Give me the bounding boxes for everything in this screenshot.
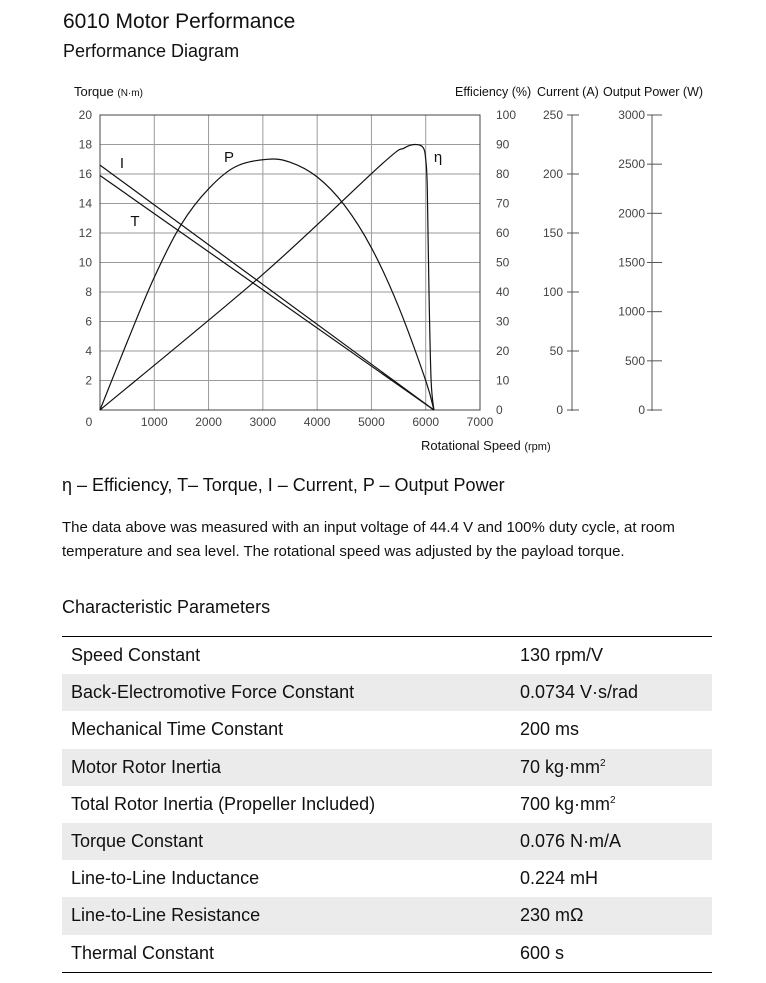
params-title: Characteristic Parameters bbox=[62, 597, 271, 617]
series-label-η: η bbox=[433, 149, 443, 166]
param-name: Mechanical Time Constant bbox=[71, 719, 284, 740]
y-tick-label-power: 1000 bbox=[618, 304, 645, 319]
y-tick-label-power: 500 bbox=[624, 353, 645, 368]
y-tick-label-efficiency: 80 bbox=[496, 167, 510, 181]
y-tick-label-power: 3000 bbox=[618, 108, 645, 122]
y-tick-label-torque: 4 bbox=[85, 344, 92, 358]
x-tick-label: 5000 bbox=[358, 415, 385, 429]
table-row bbox=[62, 860, 712, 897]
series-curve-P bbox=[100, 159, 434, 410]
series-curve-η bbox=[100, 144, 434, 410]
series-label-I: I bbox=[119, 155, 125, 172]
param-name: Motor Rotor Inertia bbox=[62, 749, 511, 786]
y-tick-label-torque: 8 bbox=[85, 285, 92, 299]
page-title: 6010 Motor Performance bbox=[63, 10, 296, 33]
series-label-P: P bbox=[223, 149, 235, 166]
x-axis-unit: (rpm) bbox=[524, 441, 551, 453]
param-value-superscript: 2 bbox=[600, 757, 606, 769]
param-value: 700 $kg\cdot mm^2$ bbox=[520, 793, 616, 814]
y-tick-label-power: 2500 bbox=[618, 157, 645, 172]
x-tick-label: 4000 bbox=[303, 415, 331, 429]
table-row bbox=[62, 897, 712, 934]
performance-chart bbox=[0, 0, 766, 470]
x-tick-label: 2000 bbox=[195, 415, 222, 429]
y-tick-label-torque: 18 bbox=[78, 137, 92, 152]
y-tick-label-power: 2000 bbox=[618, 206, 645, 221]
y-tick-label-torque: 14 bbox=[78, 196, 92, 211]
table-row bbox=[62, 786, 712, 823]
measurement-note: The data above was measured with an input voltage of 44.4 V and 100% duty cycle, at room temperature and sea level. The rotational speed was adjusted by the payload torque. bbox=[62, 519, 675, 560]
x-tick-label: 3000 bbox=[249, 415, 277, 429]
table-row bbox=[62, 823, 712, 860]
param-value: 0.076 N·m/A bbox=[511, 823, 712, 860]
series-label-T: T bbox=[130, 213, 140, 230]
param-value: 70 $kg\cdot mm^2$ bbox=[511, 749, 712, 786]
y-tick-label-efficiency: 40 bbox=[496, 285, 510, 299]
y-tick-label-current: 200 bbox=[542, 167, 563, 181]
param-name: Total Rotor Inertia (Propeller Included) bbox=[71, 793, 376, 814]
y-tick-label-current: 150 bbox=[542, 226, 563, 240]
y-tick-label-current: 250 bbox=[542, 108, 563, 122]
axis-label-efficiency: Efficiency (%) bbox=[455, 85, 532, 99]
axis-label-current: Current (A) bbox=[537, 85, 599, 99]
param-name: Back-Electromotive Force Constant bbox=[62, 674, 511, 711]
param-value: 0.0734 V·s/rad bbox=[511, 674, 712, 711]
y-tick-label-efficiency: 0 bbox=[496, 403, 503, 417]
param-name: Line-to-Line Resistance bbox=[62, 897, 511, 934]
y-tick-label-efficiency: 10 bbox=[496, 373, 510, 388]
y-tick-label-power: 0 bbox=[638, 403, 645, 417]
x-tick-label: 7000 bbox=[466, 415, 494, 429]
table-row bbox=[62, 749, 712, 786]
y-tick-label-current: 100 bbox=[542, 285, 563, 299]
axis-label-power: Output Power (W) bbox=[603, 85, 704, 99]
param-name: Torque Constant bbox=[62, 823, 511, 860]
param-name: Thermal Constant bbox=[71, 942, 215, 963]
table-row bbox=[62, 674, 712, 711]
series-curve-T bbox=[100, 176, 434, 411]
param-value: 230 mΩ bbox=[511, 897, 712, 934]
page-subtitle: Performance Diagram bbox=[63, 41, 240, 61]
param-value-superscript: 2 bbox=[610, 794, 616, 806]
param-value: 200 ms bbox=[520, 719, 580, 740]
table-row bbox=[62, 711, 712, 748]
y-tick-label-current: 0 bbox=[556, 403, 563, 417]
y-tick-label-efficiency: 60 bbox=[496, 226, 510, 240]
chart-legend-text: η – Efficiency, T– Torque, I – Current, P – Output Power bbox=[62, 475, 505, 495]
y-tick-label-torque: 16 bbox=[78, 167, 92, 181]
y-tick-label-torque: 6 bbox=[85, 314, 92, 329]
y-axis-label-torque: Torque (N·m) bbox=[74, 84, 143, 99]
y-tick-label-torque: 20 bbox=[78, 108, 92, 122]
y-tick-label-power: 1500 bbox=[618, 255, 645, 270]
param-value: 0.224 mH bbox=[520, 868, 599, 889]
x-tick-label: 6000 bbox=[412, 415, 440, 429]
param-value: 130 rpm/V bbox=[520, 645, 604, 666]
y-tick-label-efficiency: 50 bbox=[496, 255, 510, 270]
params-table bbox=[62, 636, 712, 973]
y-tick-label-torque: 2 bbox=[85, 373, 92, 388]
y-tick-label-current: 50 bbox=[549, 344, 563, 358]
y-axis-unit-torque: (N·m) bbox=[117, 88, 143, 99]
y-tick-label-efficiency: 30 bbox=[496, 314, 510, 329]
param-name: Line-to-Line Inductance bbox=[71, 868, 260, 889]
y-tick-label-efficiency: 70 bbox=[496, 196, 510, 211]
y-tick-label-efficiency: 90 bbox=[496, 137, 510, 152]
y-tick-label-torque: 12 bbox=[78, 226, 92, 240]
x-tick-label: 1000 bbox=[140, 415, 168, 429]
y-tick-label-efficiency: 100 bbox=[496, 108, 517, 122]
y-tick-label-efficiency: 20 bbox=[496, 344, 510, 358]
x-tick-label: 0 bbox=[85, 415, 93, 429]
y-tick-label-torque: 10 bbox=[78, 255, 92, 270]
table-row bbox=[62, 935, 712, 973]
param-name: Speed Constant bbox=[71, 645, 201, 666]
table-row bbox=[62, 637, 712, 675]
param-value: 600 s bbox=[520, 942, 565, 963]
x-axis-label: Rotational Speed (rpm) bbox=[421, 438, 551, 453]
